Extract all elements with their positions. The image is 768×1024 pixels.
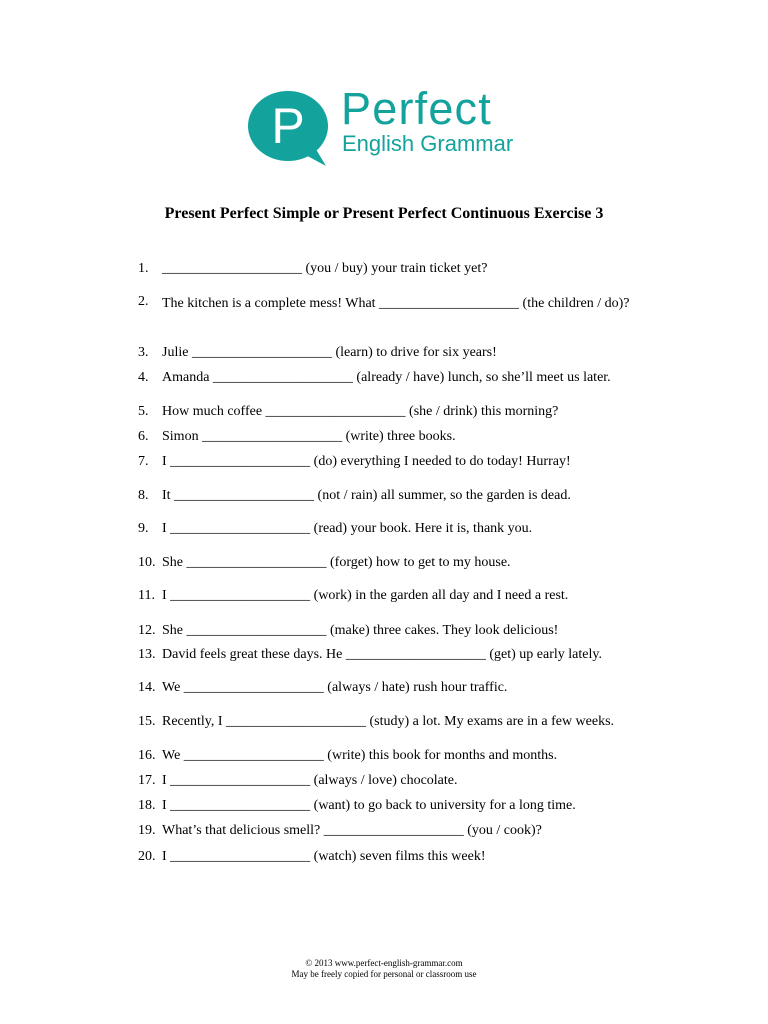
- usage-note: May be freely copied for personal or classroom use: [291, 969, 477, 979]
- item-text: ____________________ (you / buy) your train ticket yet?: [162, 261, 488, 276]
- item-text: I ____________________ (do) everything I needed to do today! Hurray!: [162, 454, 571, 469]
- item-text: We ____________________ (write) this book for months and months.: [162, 748, 558, 763]
- item-text: David feels great these days. He ____________________ (get) up early lately.: [162, 647, 602, 662]
- item-number: 10.: [138, 555, 156, 570]
- item-text: Simon ____________________ (write) three books.: [162, 429, 456, 444]
- item-number: 20.: [138, 849, 156, 864]
- item-text: I ____________________ (want) to go back to university for a long time.: [162, 798, 576, 813]
- exercise-title: Present Perfect Simple or Present Perfect Continuous Exercise 3: [164, 205, 604, 222]
- item-text: It ____________________ (not / rain) all summer, so the garden is dead.: [162, 488, 571, 503]
- item-number: 3.: [138, 345, 149, 360]
- item-number: 19.: [138, 823, 156, 838]
- item-number: 12.: [138, 623, 156, 638]
- logo-wordmark: Perfect: [341, 83, 492, 134]
- item-text: Julie ____________________ (learn) to drive for six years!: [162, 345, 497, 360]
- item-number: 8.: [138, 488, 149, 503]
- item-number: 1.: [138, 261, 149, 276]
- item-text: How much coffee ____________________ (she / drink) this morning?: [162, 404, 559, 419]
- item-text: I ____________________ (watch) seven films this week!: [162, 849, 486, 864]
- item-number: 15.: [138, 714, 156, 729]
- logo-letter: P: [271, 98, 305, 154]
- item-number: 7.: [138, 454, 149, 469]
- item-number: 16.: [138, 748, 156, 763]
- item-number: 4.: [138, 370, 149, 385]
- item-number: 14.: [138, 680, 156, 695]
- item-text: She ____________________ (make) three cakes. They look delicious!: [162, 623, 559, 638]
- item-text: I ____________________ (work) in the garden all day and I need a rest.: [162, 588, 569, 603]
- page-footer: [0, 958, 768, 980]
- item-number: 13.: [138, 647, 156, 662]
- copyright-line: © 2013 www.perfect-english-grammar.com: [305, 958, 463, 968]
- item-number: 2.: [138, 294, 149, 309]
- item-number: 17.: [138, 773, 156, 788]
- logo-subtitle: English Grammar: [342, 131, 514, 156]
- item-text: The kitchen is a complete mess! What ____________________ (the children / do)?: [162, 296, 630, 311]
- item-text: I ____________________ (always / love) chocolate.: [162, 773, 458, 788]
- item-text: Amanda ____________________ (already / have) lunch, so she’ll meet us later.: [162, 370, 611, 385]
- item-text: We ____________________ (always / hate) rush hour traffic.: [162, 680, 508, 695]
- item-number: 18.: [138, 798, 156, 813]
- item-number: 5.: [138, 404, 149, 419]
- item-number: 11.: [138, 588, 155, 603]
- item-text: What’s that delicious smell? ____________________ (you / cook)?: [162, 823, 542, 838]
- item-text: She ____________________ (forget) how to get to my house.: [162, 555, 511, 570]
- item-number: 9.: [138, 521, 149, 536]
- item-text: I ____________________ (read) your book. Here it is, thank you.: [162, 521, 533, 536]
- item-number: 6.: [138, 429, 149, 444]
- item-text: Recently, I ____________________ (study) a lot. My exams are in a few weeks.: [162, 714, 615, 729]
